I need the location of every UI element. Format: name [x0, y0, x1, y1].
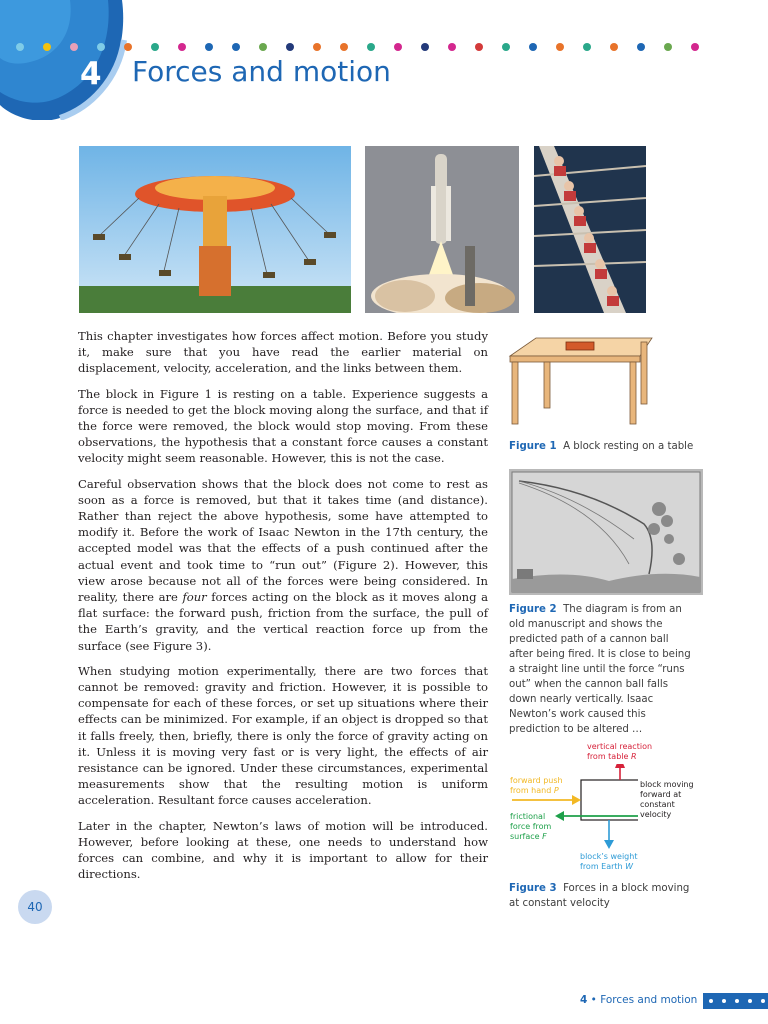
decorative-dot [151, 43, 159, 51]
decorative-dot [556, 43, 564, 51]
reaction-force-label: vertical reaction from table R [587, 742, 653, 761]
figure-1-caption: Figure 1 A block resting on a table [509, 441, 694, 452]
figure-1-table-illustration [508, 334, 654, 426]
decorative-dot [178, 43, 186, 51]
decorative-dot [448, 43, 456, 51]
decorative-dot [664, 43, 672, 51]
decorative-dot [502, 43, 510, 51]
paragraph-4: When studying motion experimentally, there are two forces that cannot be removed: gravity and friction. However, it is possible to compensate for each of these forces, or set up situations where their effects can be minimized. For example, if an object is dropped so that it falls freely, then, briefly, there is only the force of gravity acting on it. Unless it is moving very fast or is very light, the effects of air resistance can be ignored. Under these circumstances, experimental measurements show that the resulting motion is uniform acceleration. Resultant force causes acceleration. [78, 663, 488, 808]
decorative-dot [637, 43, 645, 51]
block-motion-note: block moving forward at constant velocity [640, 780, 694, 819]
push-force-label: forward push from hand P [510, 776, 563, 795]
decorative-dot [691, 43, 699, 51]
decorative-dot [232, 43, 240, 51]
running-footer: 4 • Forces and motion [580, 994, 698, 1006]
paragraph-1: This chapter investigates how forces affect motion. Before you study it, make sure that you have read the earlier material on displacement, velocity, acceleration, and the links between them. [78, 329, 488, 376]
figure-3-caption: Figure 3 Forces in a block moving at constant velocity [509, 883, 690, 909]
decorative-dot [421, 43, 429, 51]
chapter-number: 4 [80, 56, 102, 92]
decorative-dot [124, 43, 132, 51]
decorative-dot [583, 43, 591, 51]
decorative-dot [529, 43, 537, 51]
weight-force-label: block’s weight from Earth W [580, 852, 638, 871]
rowing-crew-photo [534, 146, 646, 313]
decorative-dot [97, 43, 105, 51]
swing-carousel-photo [79, 146, 351, 313]
decorative-dot [313, 43, 321, 51]
decorative-dot [16, 43, 24, 51]
footer-dot-bar [703, 993, 768, 1009]
decorative-dot [286, 43, 294, 51]
decorative-dot [43, 43, 51, 51]
decorative-dot [259, 43, 267, 51]
friction-force-label: frictional force from surface F [510, 812, 552, 841]
shuttle-launch-photo [365, 146, 519, 313]
paragraph-2: The block in Figure 1 is resting on a table. Experience suggests a force is needed to get the block moving along the surface, and that if the force were removed, the block would stop moving. From these observations, the hypothesis that a constant force causes a constant velocity might seem reasonable. However, this is not the case. [78, 386, 488, 466]
figure-2-manuscript-illustration [509, 469, 703, 595]
decorative-dot [340, 43, 348, 51]
paragraph-5: Later in the chapter, Newton’s laws of motion will be introduced. However, before looking at these, one needs to understand how forces can combine, and why it is important to allow for their directions. [78, 818, 488, 882]
paragraph-3: Careful observation shows that the block does not come to rest as soon as a force is removed, but that it takes time (and distance). Rather than reject the above hypothesis, some have attempted to modify it. Before the work of Isaac Newton in the 17th century, the accepted model was that the effects of a push continued after the actual event and took time to “run out” (Figure 2). However, this view arose because not all of the forces were being considered. In reality, there are four forces acting on the block as it moves along a flat surface: the forward push, friction from the surface, the pull of the Earth’s gravity, and the vertical reaction force up from the surface (see Figure 3). [78, 476, 488, 653]
body-text [78, 328, 488, 892]
decorative-dot [610, 43, 618, 51]
figure-2-caption: Figure 2 The diagram is from an old manuscript and shows the predicted path of a cannon ball after being fired. It is close to being a straight line until the force “runs out” when the cannon ball falls down nearly vertically. Isaac Newton’s work caused this prediction to be altered … [509, 604, 691, 735]
decorative-dot [367, 43, 375, 51]
decorative-dot [394, 43, 402, 51]
decorative-dot [475, 43, 483, 51]
decorative-dot [205, 43, 213, 51]
decorative-dot [70, 43, 78, 51]
chapter-title: Forces and motion [132, 55, 391, 88]
page-number: 40 [18, 890, 52, 924]
